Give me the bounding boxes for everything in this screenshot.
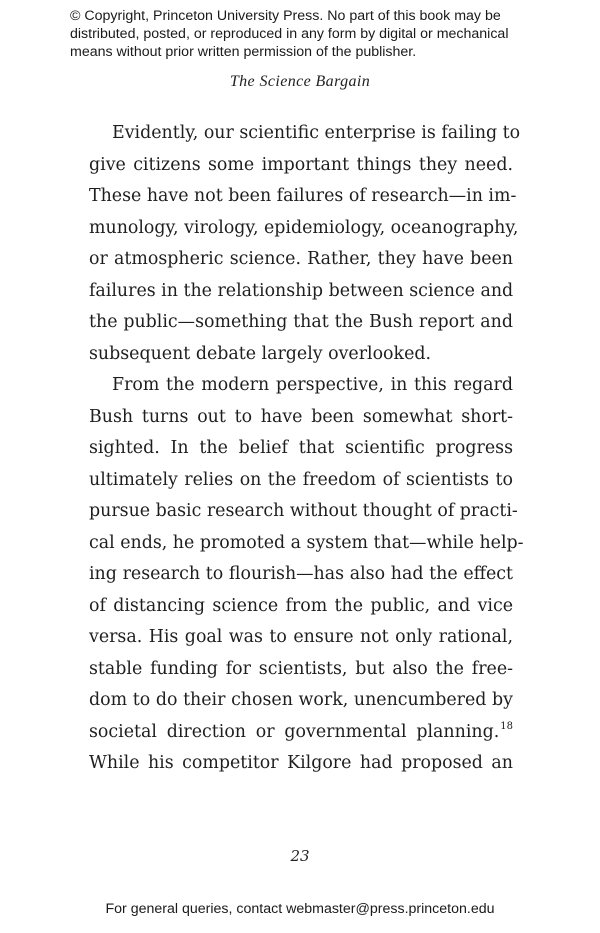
text-line: versa. His goal was to ensure not only rational, — [89, 627, 513, 647]
text-line: ing research to flourish—has also had the effect — [89, 564, 513, 584]
text-line: These have not been failures of research—in im- — [89, 186, 517, 206]
running-head: The Science Bargain — [229, 73, 371, 90]
text-line: subsequent debate largely overlooked. — [89, 343, 432, 364]
footer-contact: For general queries, contact webmaster@press.princeton.edu — [105, 901, 495, 917]
text-line: the public—something that the Bush report and — [89, 312, 513, 332]
text-line: From the modern perspective, in this regard — [112, 375, 513, 395]
body-text — [89, 118, 524, 780]
copyright-notice — [70, 7, 540, 61]
text-line: Bush turns out to have been somewhat short- — [89, 406, 513, 427]
page-number: 23 — [290, 847, 310, 865]
copyright-line: © Copyright, Princeton University Press. No part of this book may be — [70, 8, 501, 24]
text-line: or atmospheric science. Rather, they have been — [89, 249, 513, 269]
text-line: While his competitor Kilgore had proposed an — [89, 753, 513, 773]
copyright-line: means without prior written permission of the publisher. — [70, 44, 417, 60]
footnote-reference[interactable]: 18 — [500, 720, 513, 732]
text-line: sighted. In the belief that scientific progress — [89, 438, 513, 458]
paragraph-1 — [89, 118, 521, 370]
paragraph-2 — [89, 370, 524, 780]
text-line: pursue basic research without thought of practi- — [89, 501, 518, 521]
text-line-with-footnote — [89, 717, 513, 749]
text-line: Evidently, our scientific enterprise is failing to — [112, 123, 521, 143]
text-line: dom to do their chosen work, unencumbered by — [89, 690, 513, 710]
text-line: stable funding for scientists, but also the free- — [89, 658, 513, 679]
text-line: ultimately relies on the freedom of scientists to — [89, 469, 513, 490]
text-line: munology, virology, epidemiology, oceanography, — [89, 217, 519, 238]
text-line: failures in the relationship between science and — [89, 280, 514, 301]
text-segment: societal direction or governmental planning. — [89, 721, 500, 742]
text-line: cal ends, he promoted a system that—while help- — [89, 532, 524, 553]
text-line: of distancing science from the public, and vice — [89, 595, 513, 616]
copyright-line: distributed, posted, or reproduced in any form by digital or mechanical — [70, 26, 509, 42]
text-line: give citizens some important things they need. — [89, 154, 513, 175]
